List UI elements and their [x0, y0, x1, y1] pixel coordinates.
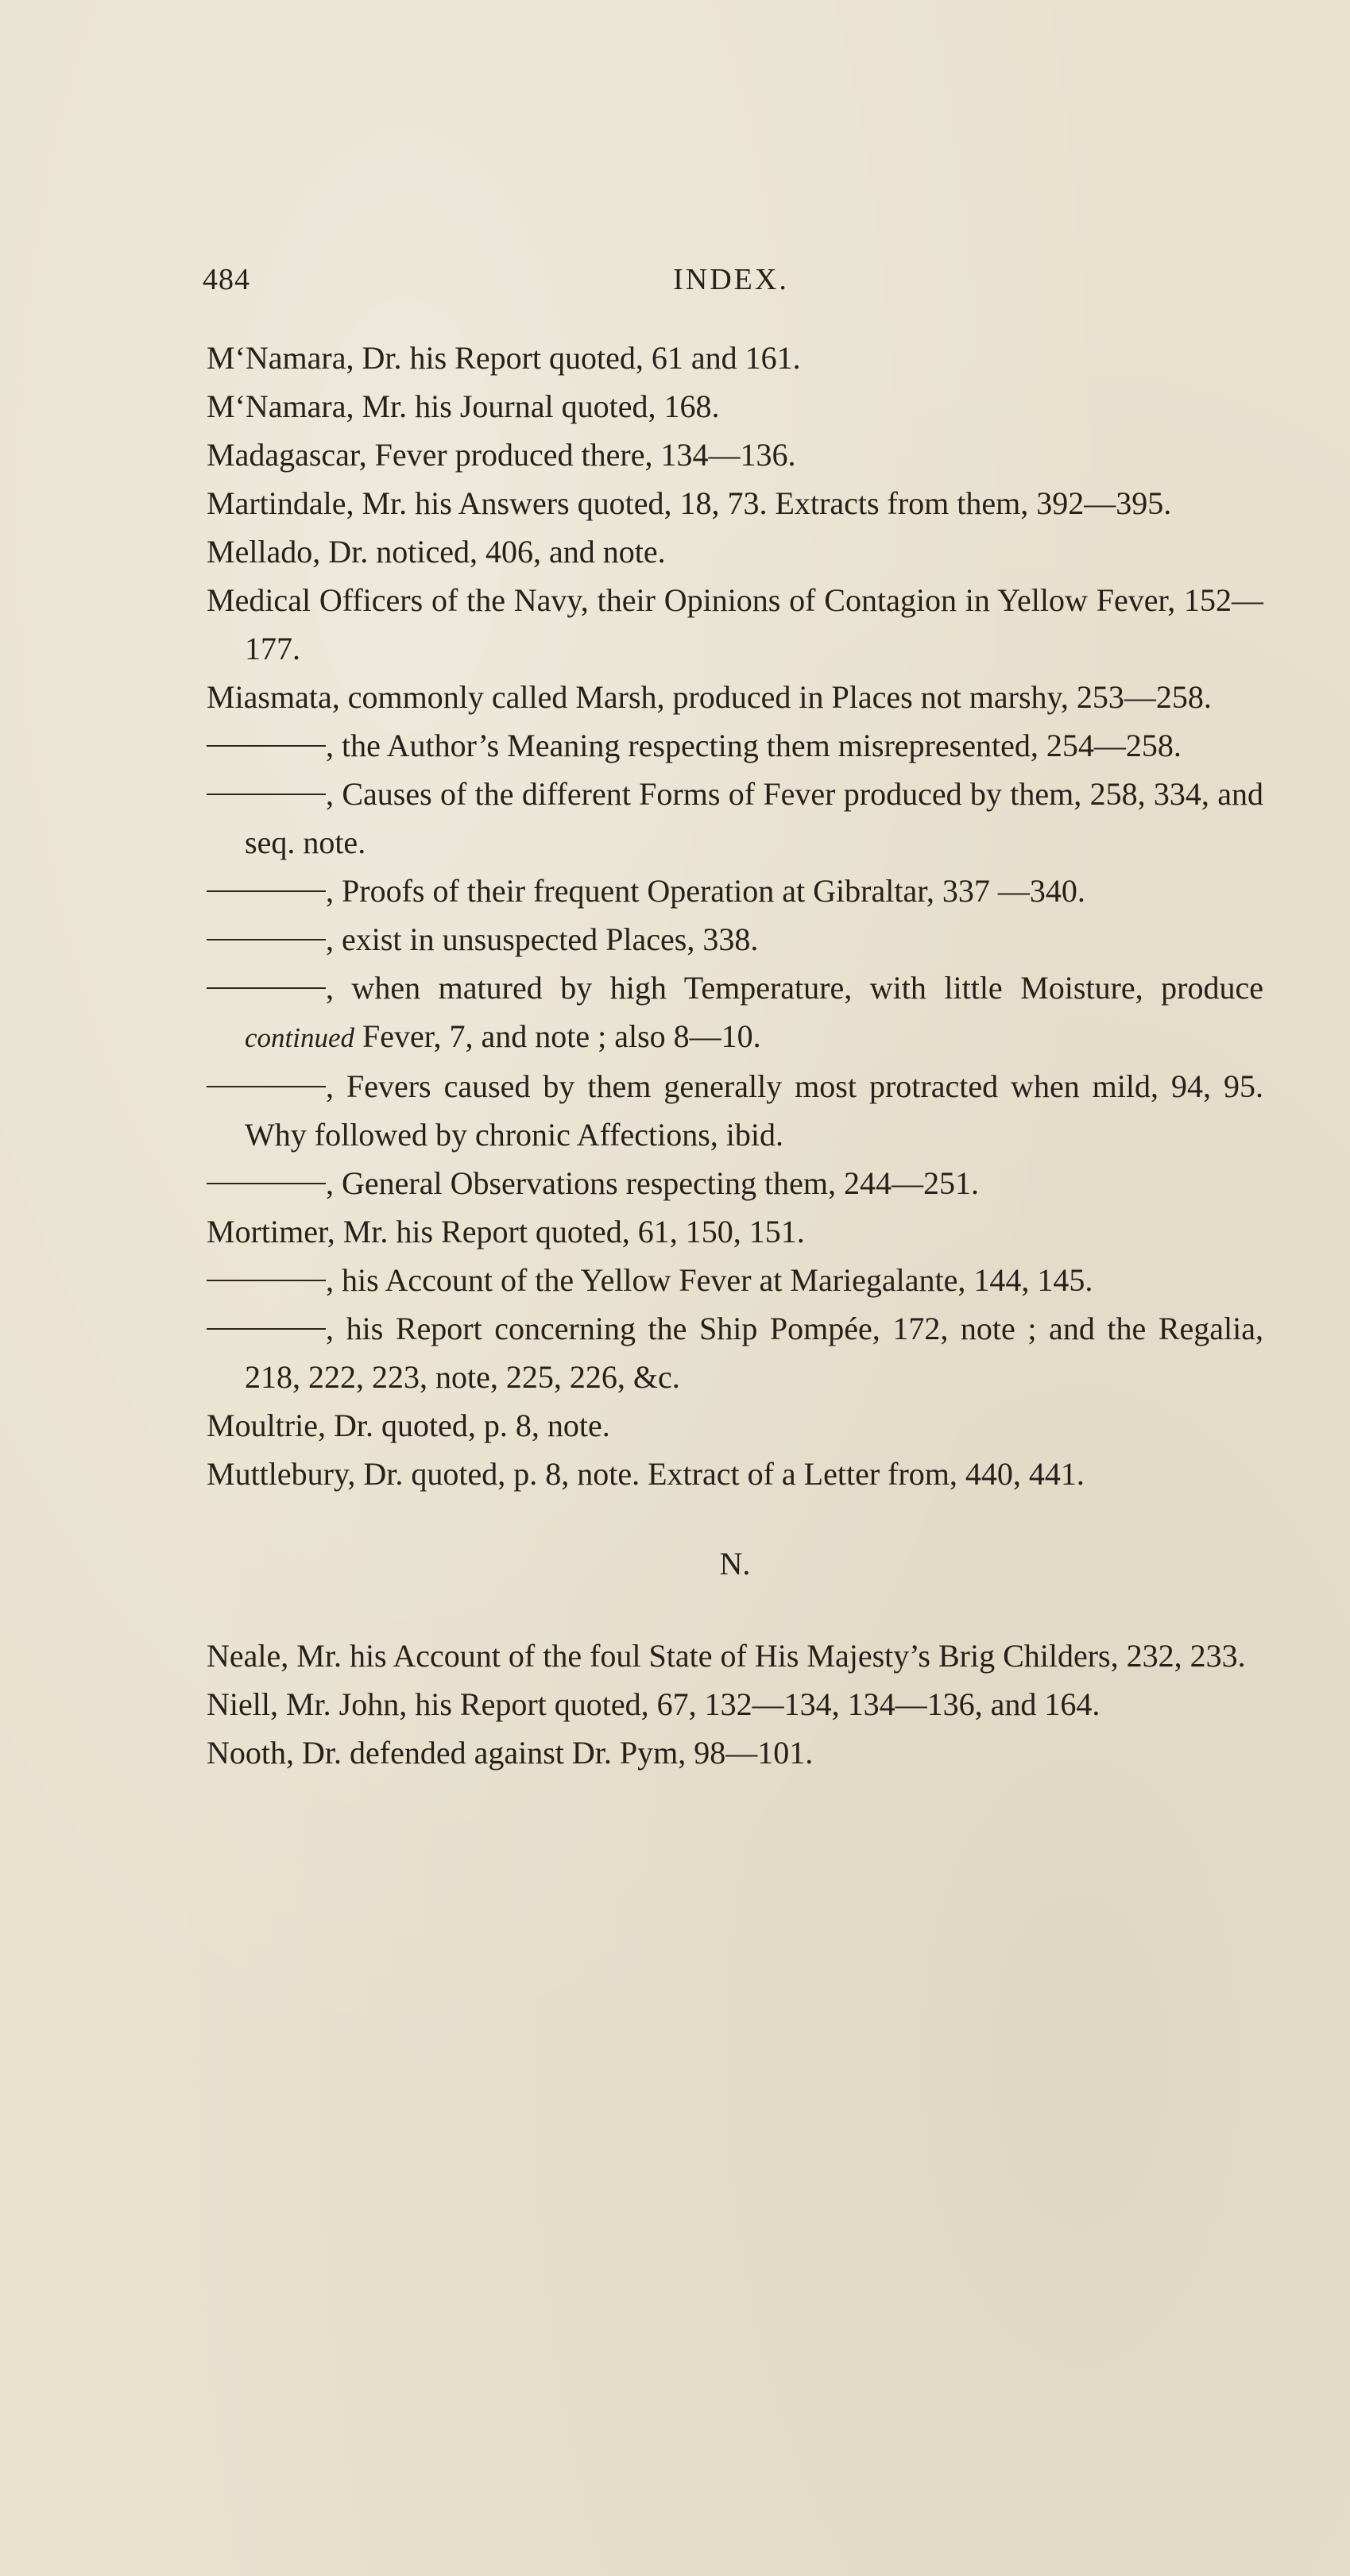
index-entry-moultrie: Moultrie, Dr. quoted, p. 8, note. — [207, 1408, 610, 1443]
ditto-dash — [207, 1280, 326, 1281]
index-subentry: , when matured by high Temperature, with little Moisture, produce continued Fever, 7, and note ; also 8—10. — [207, 964, 1263, 1062]
index-subentry: , exist in unsuspected Places, 338. — [207, 915, 1263, 964]
index-subentry: , Proofs of their frequent Operation at Gibraltar, 337 —340. — [207, 867, 1263, 915]
emphasis-text: continued — [245, 1022, 355, 1053]
running-title: INDEX. — [673, 263, 789, 296]
index-subentry: , his Account of the Yellow Fever at Mariegalante, 144, 145. — [207, 1256, 1263, 1304]
section-letter-n: N. — [719, 1546, 751, 1582]
ditto-dash — [207, 1328, 326, 1330]
index-entry-mortimer: Mortimer, Mr. his Report quoted, 61, 150, 151. — [207, 1214, 805, 1249]
ditto-dash — [207, 745, 326, 747]
ditto-dash — [207, 987, 326, 989]
index-content — [207, 334, 1263, 1777]
index-subentry: , his Report concerning the Ship Pompée, 172, note ; and the Regalia, 218, 222, 223, note, 225, 226, &c. — [207, 1304, 1263, 1401]
index-subentry: , Fevers caused by them generally most protracted when mild, 94, 95. Why followed by chronic Affections, ibid. — [207, 1062, 1263, 1159]
index-entry-martindale: Martindale, Mr. his Answers quoted, 18, 73. Extracts from them, 392—395. — [207, 485, 1172, 521]
ditto-dash — [207, 939, 326, 940]
page-header — [203, 262, 1259, 302]
ditto-dash — [207, 1183, 326, 1184]
index-entry-miasmata: Miasmata, commonly called Marsh, produced in Places not marshy, 253—258. — [207, 679, 1212, 715]
index-subentry: , Causes of the different Forms of Fever produced by them, 258, 334, and seq. note. — [207, 770, 1263, 867]
ditto-dash — [207, 890, 326, 892]
index-subentry: , the Author’s Meaning respecting them misrepresented, 254—258. — [207, 721, 1263, 770]
index-entry-medical-officers: Medical Officers of the Navy, their Opinions of Contagion in Yellow Fever, 152—177. — [207, 582, 1263, 666]
ditto-dash — [207, 794, 326, 795]
index-entry-madagascar: Madagascar, Fever produced there, 134—136. — [207, 437, 796, 473]
index-entry-mnamara-mr: M‘Namara, Mr. his Journal quoted, 168. — [207, 388, 720, 424]
index-entry-niell: Niell, Mr. John, his Report quoted, 67, 132—134, 134—136, and 164. — [207, 1686, 1101, 1722]
ditto-dash — [207, 1086, 326, 1087]
index-entry-nooth: Nooth, Dr. defended against Dr. Pym, 98—101. — [207, 1735, 814, 1771]
index-entry-mellado: Mellado, Dr. noticed, 406, and note. — [207, 534, 666, 570]
index-entry-neale: Neale, Mr. his Account of the foul State of His Majesty’s Brig Childers, 232, 233. — [207, 1638, 1246, 1674]
index-entry-muttlebury: Muttlebury, Dr. quoted, p. 8, note. Extract of a Letter from, 440, 441. — [207, 1456, 1085, 1492]
index-entry-mnamara-dr: M‘Namara, Dr. his Report quoted, 61 and 161. — [207, 340, 801, 376]
index-subentry: , General Observations respecting them, 244—251. — [207, 1159, 1263, 1207]
page-number: 484 — [203, 263, 250, 296]
